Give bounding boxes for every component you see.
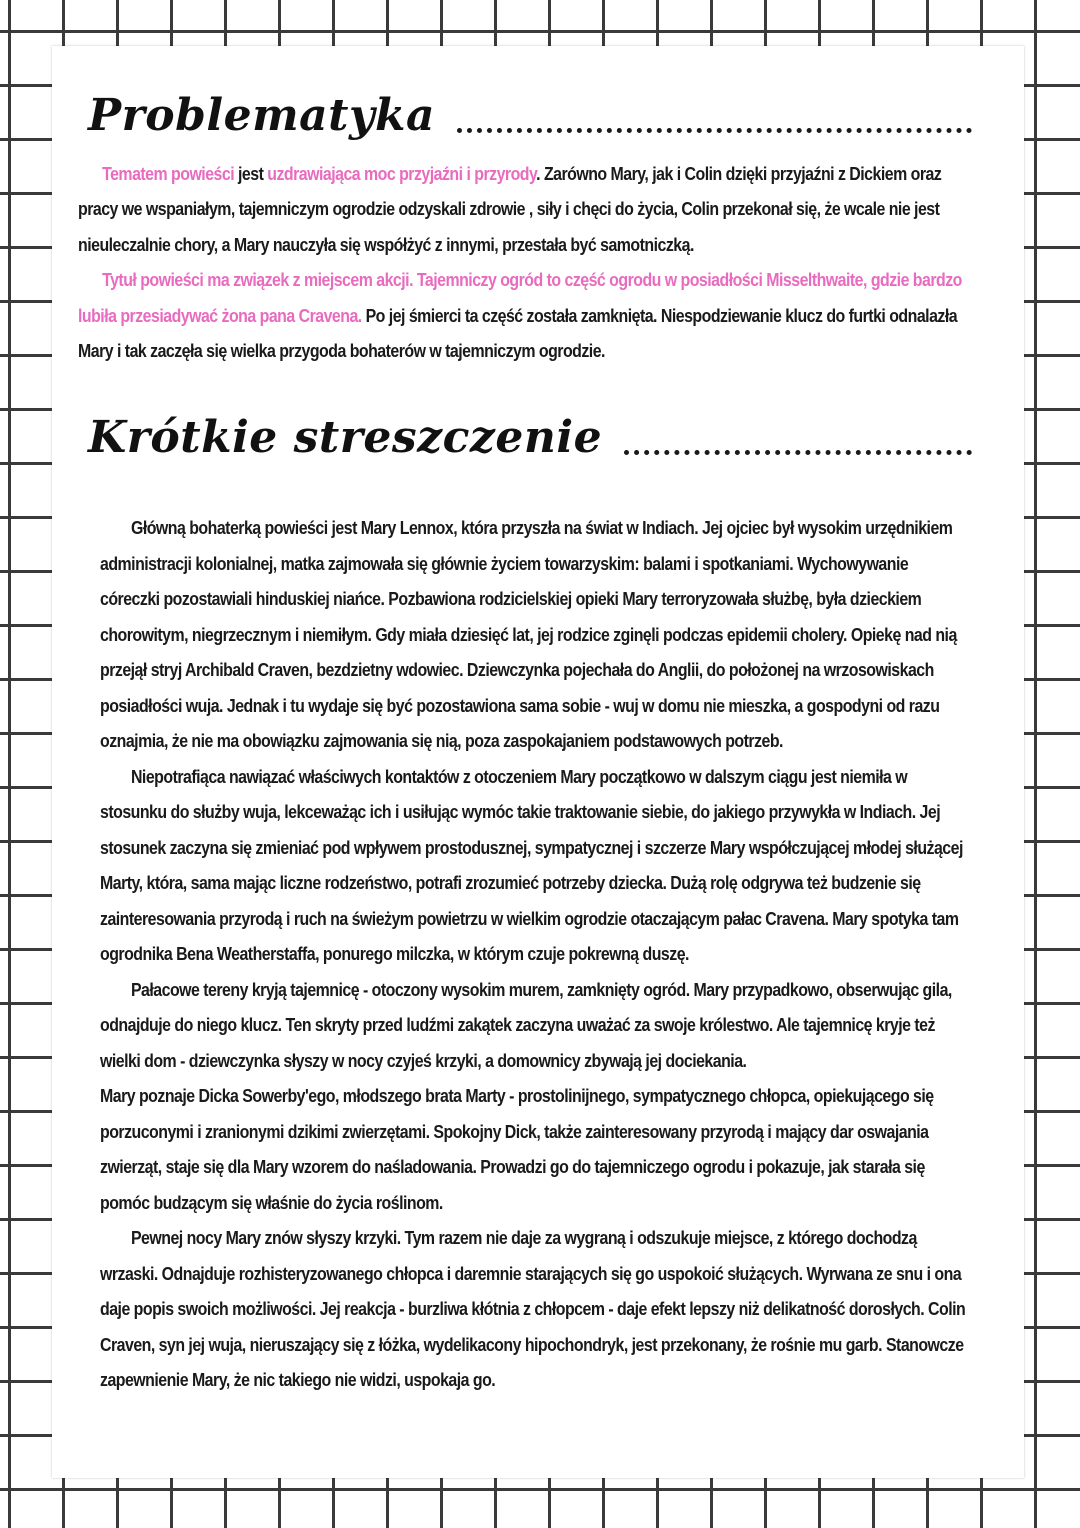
body-text: Mary poznaje Dicka Sowerby'ego, młodszego brata Marty - prostolinijnego, sympatycznego chłopca, opiekującego się porzuconymi i zranionymi dzikimi zwierzętami. Spokojny Dick, także zainteresowany przyrodą i mający dar oswajania zwierząt, staje się dla Mary wzorem do naśladowania. Prowadzi go do tajemniczego ogrodu i pokazuje, jak starała się pomóc budzącym się właśnie do życia roślinom.	[100, 1085, 934, 1213]
paragraph	[100, 1078, 969, 1220]
paragraph	[100, 510, 969, 759]
paragraph	[78, 262, 972, 368]
body-text: Główną bohaterką powieści jest Mary Lennox, która przyszła na świat w Indiach. Jej ojciec był wysokim urzędnikiem administracji kolonialnej, matka zajmowała się głównie życiem towarzyskim: balami i spotkaniami. Wychowywanie córeczki pozostawiali hinduskiej niańce. Pozbawiona rodzicielskiej opieki Mary terroryzowała służbę, była dzieckiem chorowitym, niegrzecznym i niemiłym. Gdy miała dziesięć lat, jej rodzice zginęli podczas epidemii cholery. Opiekę nad nią przejął stryj Archibald Craven, bezdzietny wdowiec. Dziewczynka pojechała do Anglii, do położonej na wrzosowiskach posiadłości wuja. Jednak i tu wydaje się być pozostawiona sama sobie - wuj w domu nie mieszka, a gospodyni od razu oznajmia, że nie ma obowiązku zajmowania się nią, poza zaspokajaniem podstawowych potrzeb.	[100, 517, 957, 751]
notebook-sheet	[52, 46, 1024, 1478]
body-text: Pewnej nocy Mary znów słyszy krzyki. Tym razem nie daje za wygraną i odszukuje miejsce, z którego dochodzą wrzaski. Odnajduje rozhisteryzowanego chłopca i daremnie starających się go uspokoić służących. Wyrwana ze snu i ona daje popis swoich możliwości. Jej reakcja - burzliwa kłótnia z chłopcem - daje efekt lepszy niż delikatność dorosłych. Colin Craven, syn jej wuja, nieruszający się z łóżka, wydelikacony hipochondryk, jest przekonany, że rośnie mu garb. Stanowcze zapewnienie Mary, że nic takiego nie widzi, uspokaja go.	[100, 1227, 966, 1390]
section-title: Krótkie streszczenie	[88, 412, 603, 463]
paragraph	[100, 759, 969, 972]
paragraph	[78, 156, 972, 262]
body-text: Po jej śmierci ta część została zamknięta. Niespodziewanie klucz do furtki odnalazła Mary i tak zaczęła się wielka przygoda bohaterów w tajemniczym ogrodzie.	[78, 304, 958, 362]
streszczenie-body	[100, 510, 966, 1398]
problematyka-body	[78, 156, 962, 368]
section-title: Problematyka	[88, 90, 436, 141]
highlight-text: Tytuł powieści ma związek z miejscem akcji. Tajemniczy ogród to część ogrodu w posiadłości Misselthwaite, gdzie bardzo lubiła przesiadywać żona pana Cravena.	[78, 269, 962, 326]
section-header-streszczenie	[88, 412, 972, 463]
body-text: jest	[234, 163, 268, 184]
body-text: . Zarówno Mary, jak i Colin dzięki przyjaźni z Dickiem oraz pracy we wspaniałym, tajemniczym ogrodzie odzyskali zdrowie , siły i chęci do życia, Colin przekonał się, że wcale nie jest nieuleczalnie chory, a Mary nauczyła się współżyć z innymi, przestała być samotniczką.	[78, 163, 942, 255]
body-text: Niepotrafiąca nawiązać właściwych kontaktów z otoczeniem Mary początkowo w dalszym ciągu jest niemiła w stosunku do służby wuja, lekceważąc ich i usiłując wymóc takie traktowanie siebie, do jakiego przywykła w Indiach. Jej stosunek zaczyna się zmieniać pod wpływem prostodusznej, sympatycznej i szczerze Mary współczującej młodej służącej Marty, która, sama mając liczne rodzeństwo, potrafi zrozumieć potrzeby dziecka. Dużą rolę odgrywa też budzenie się zainteresowania przyrodą i ruch na świeżym powietrzu w wielkim ogrodzie otaczającym pałac Cravena. Mary spotyka tam ogrodnika Bena Weatherstaffa, ponurego milczka, w którym czuje pokrewną duszę.	[100, 765, 963, 964]
dotted-divider	[624, 450, 972, 455]
highlight-text: uzdrawiająca moc przyjaźni i przyrody	[267, 163, 537, 184]
section-header-problematyka	[88, 90, 972, 141]
highlight-text: Tematem powieści	[102, 163, 235, 184]
paragraph	[100, 1220, 969, 1398]
paragraph	[100, 972, 969, 1079]
body-text: Pałacowe tereny kryją tajemnicę - otoczony wysokim murem, zamknięty ogród. Mary przypadkowo, obserwując gila, odnajduje do niego klucz. Ten skryty przed ludźmi zakątek zaczyna uważać za swoje królestwo. Ale tajemnicę kryje też wielki dom - dziewczynka słyszy w nocy czyjeś krzyki, a domownicy zbywają jej dociekania.	[100, 978, 952, 1071]
dotted-divider	[457, 128, 972, 133]
